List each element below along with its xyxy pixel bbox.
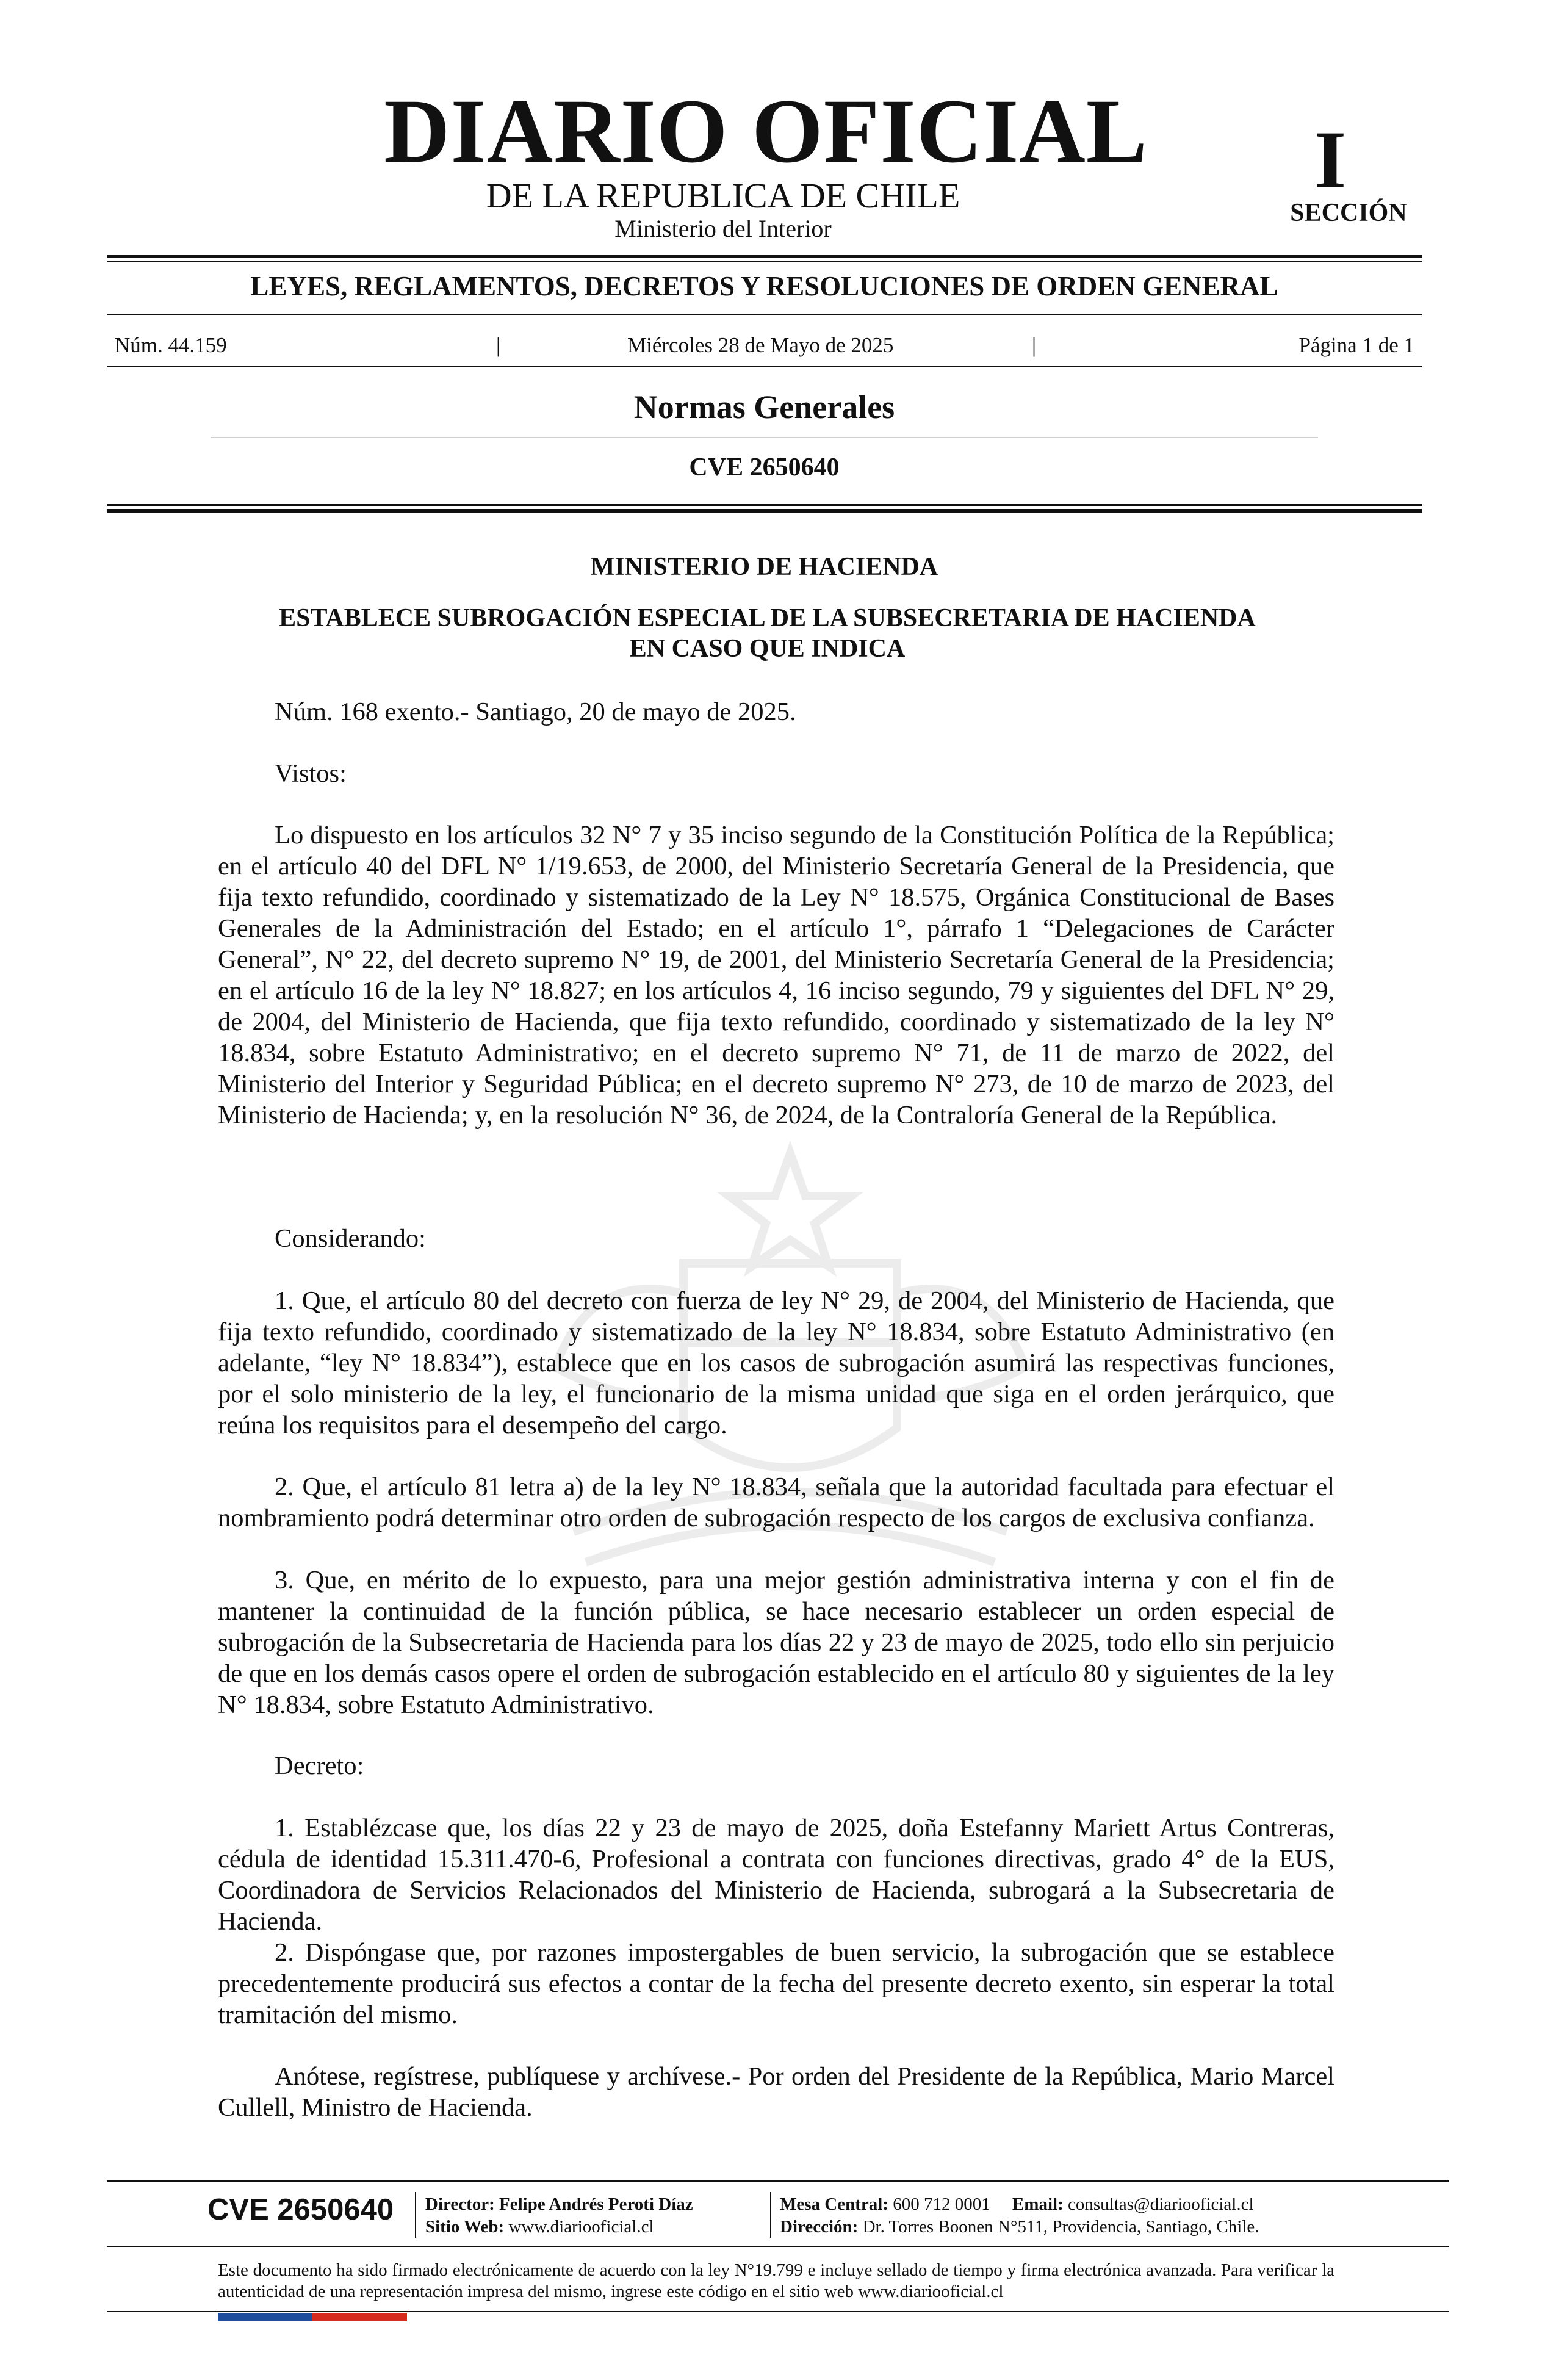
- decree-number: Núm. 168 exento.- Santiago, 20 de mayo de 2025.: [275, 698, 796, 726]
- footer-legal-note: Este documento ha sido firmado electrónicamente de acuerdo con la ley N°19.799 e incluye sellado de tiempo y firma electrónica avanzada. Para verificar la autenticidad de una representación impresa del mismo, ingrese este código en el sitio web www.diariooficial.cl: [218, 2260, 1334, 2301]
- address-text: Dr. Torres Boonen N°511, Providencia, Santiago, Chile.: [862, 2217, 1259, 2237]
- footer-address: [780, 2218, 1259, 2236]
- footer-divider: [415, 2192, 416, 2238]
- decreto-heading: Decreto:: [275, 1751, 364, 1780]
- masthead-subtitle: DE LA REPUBLICA DE CHILE: [486, 176, 960, 215]
- section-label: SECCIÓN: [1290, 199, 1407, 227]
- director-name: Felipe Andrés Peroti Díaz: [499, 2194, 693, 2214]
- issue-separator: |: [496, 333, 501, 357]
- vistos-heading: Vistos:: [275, 759, 347, 788]
- footer-director: [425, 2196, 693, 2213]
- considerando-item: 2. Que, el artículo 81 letra a) de la ley N° 18.834, señala que la autoridad facultada para efectuar el nombramiento podrá determinar otro orden de subrogación respecto de los cargos de exclusiva confianza.: [218, 1473, 1334, 1532]
- issue-row-bottom-rule: [107, 366, 1422, 367]
- issue-separator: |: [1032, 333, 1037, 357]
- website-label: Sitio Web:: [425, 2217, 505, 2237]
- footer-bottom-rule: [107, 2311, 1449, 2312]
- issue-date: Miércoles 28 de Mayo de 2025: [627, 333, 894, 357]
- vistos-text: Lo dispuesto en los artículos 32 N° 7 y 35 inciso segundo de la Constitución Política de la República; en el artículo 40 del DFL N° 1/19.653, de 2000, del Ministerio Secretaría General de la Presidencia, que fija texto refundido, coordinado y sistematizado de la Ley N° 18.575, Orgánica Constitucional de Bases Generales de la Administración del Estado; en el artículo 1°, párrafo 1 “Delegaciones de Carácter General”, N° 22, del decreto supremo N° 19, de 2001, del Ministerio Secretaría General de la Presidencia; en el artículo 16 de la ley N° 18.827; en los artículos 4, 16 inciso segundo, 79 y siguientes del DFL N° 29, de 2004, del Ministerio de Hacienda, que fija texto refundido, coordinado y sistematizado de la ley N° 18.834, sobre Estatuto Administrativo; en el decreto supremo N° 71, de 11 de marzo de 2022, del Ministerio del Interior y Seguridad Pública; en el decreto supremo N° 273, de 10 de marzo de 2023, del Ministerio de Hacienda; y, en la resolución N° 36, de 2024, de la Contraloría General de la República.: [218, 821, 1334, 1130]
- heading-divider: [211, 437, 1318, 438]
- footer-top-rule: [107, 2180, 1449, 2182]
- cve-divider: [107, 504, 1422, 506]
- decreto-item: 1. Establézcase que, los días 22 y 23 de mayo de 2025, doña Estefanny Mariett Artus Contreras, cédula de identidad 15.311.470-6, Profesional a contrata con funciones directivas, grado 4° de la EUS, Coordinadora de Servicios Relacionados del Ministerio de Hacienda, subrogará a la Subsecretaria de Hacienda.: [218, 1814, 1334, 1936]
- issue-number: Núm. 44.159: [115, 333, 227, 357]
- email-label: Email:: [1012, 2194, 1064, 2214]
- closing-text: Anótese, regístrese, publíquese y archívese.- Por orden del Presidente de la República, Mario Marcel Cullell, Ministro de Hacienda.: [218, 2062, 1334, 2122]
- director-label: Director:: [425, 2194, 495, 2214]
- email-link[interactable]: consultas@diariooficial.cl: [1068, 2194, 1254, 2214]
- decree-title: [207, 603, 1327, 665]
- masthead-divider: [107, 255, 1422, 258]
- mesa-label: Mesa Central:: [780, 2194, 888, 2214]
- section-number: I: [1314, 115, 1347, 206]
- website-link[interactable]: www.diariooficial.cl: [508, 2217, 654, 2237]
- footer-cve-code: CVE 2650640: [207, 2193, 394, 2226]
- issue-row-top-rule: [107, 314, 1422, 315]
- cve-divider-thick: [107, 509, 1422, 513]
- considerando-item: 3. Que, en mérito de lo expuesto, para una mejor gestión administrativa interna y con el fin de mantener la continuidad de la función pública, se hace necesario establecer un orden especial de subrogación de la Subsecretaria de Hacienda para los días 22 y 23 de mayo de 2025, todo ello sin perjuicio de que en los demás casos opere el orden de subrogación establecido en el artículo 80 y siguientes de la ley N° 18.834, sobre Estatuto Administrativo.: [218, 1566, 1334, 1719]
- masthead-divider-thin: [107, 261, 1422, 262]
- flag-stripe: [218, 2313, 407, 2321]
- category-heading: LEYES, REGLAMENTOS, DECRETOS Y RESOLUCIONES DE ORDEN GENERAL: [250, 271, 1278, 301]
- footer-divider: [770, 2192, 771, 2238]
- footer-middle-rule: [107, 2246, 1449, 2247]
- decreto-item: 2. Dispóngase que, por razones impostergables de buen servicio, la subrogación que se establece precedentemente producirá sus efectos a contar de la fecha del presente decreto exento, sin esperar la total tramitación del mismo.: [218, 1938, 1334, 2029]
- footer-website: [425, 2218, 654, 2236]
- section-heading: Normas Generales: [633, 389, 895, 425]
- decree-title-line: EN CASO QUE INDICA: [629, 635, 906, 663]
- masthead-ministry: Ministerio del Interior: [614, 215, 832, 242]
- decree-title-line: ESTABLECE SUBROGACIÓN ESPECIAL DE LA SUBSECRETARIA DE HACIENDA: [279, 604, 1256, 632]
- address-label: Dirección:: [780, 2217, 859, 2237]
- flag-stripe-blue: [218, 2313, 312, 2321]
- footer-contact: [780, 2196, 1254, 2213]
- cve-code: CVE 2650640: [689, 453, 840, 481]
- considerando-heading: Considerando:: [275, 1224, 426, 1253]
- mesa-phone: 600 712 0001: [893, 2194, 990, 2214]
- flag-stripe-red: [312, 2313, 407, 2321]
- masthead-title: DIARIO OFICIAL: [384, 81, 1148, 182]
- ministry-heading: MINISTERIO DE HACIENDA: [590, 553, 938, 581]
- considerando-item: 1. Que, el artículo 80 del decreto con fuerza de ley N° 29, de 2004, del Ministerio de Hacienda, que fija texto refundido, coordinado y sistematizado de la ley N° 18.834, sobre Estatuto Administrativo (en adelante, “ley N° 18.834”), establece que en los casos de subrogación asumirá las respectivas funciones, por el solo ministerio de la ley, el funcionario de la misma unidad que siga en el orden jerárquico, que reúna los requisitos para el desempeño del cargo.: [218, 1286, 1334, 1440]
- issue-page: Página 1 de 1: [1298, 333, 1414, 357]
